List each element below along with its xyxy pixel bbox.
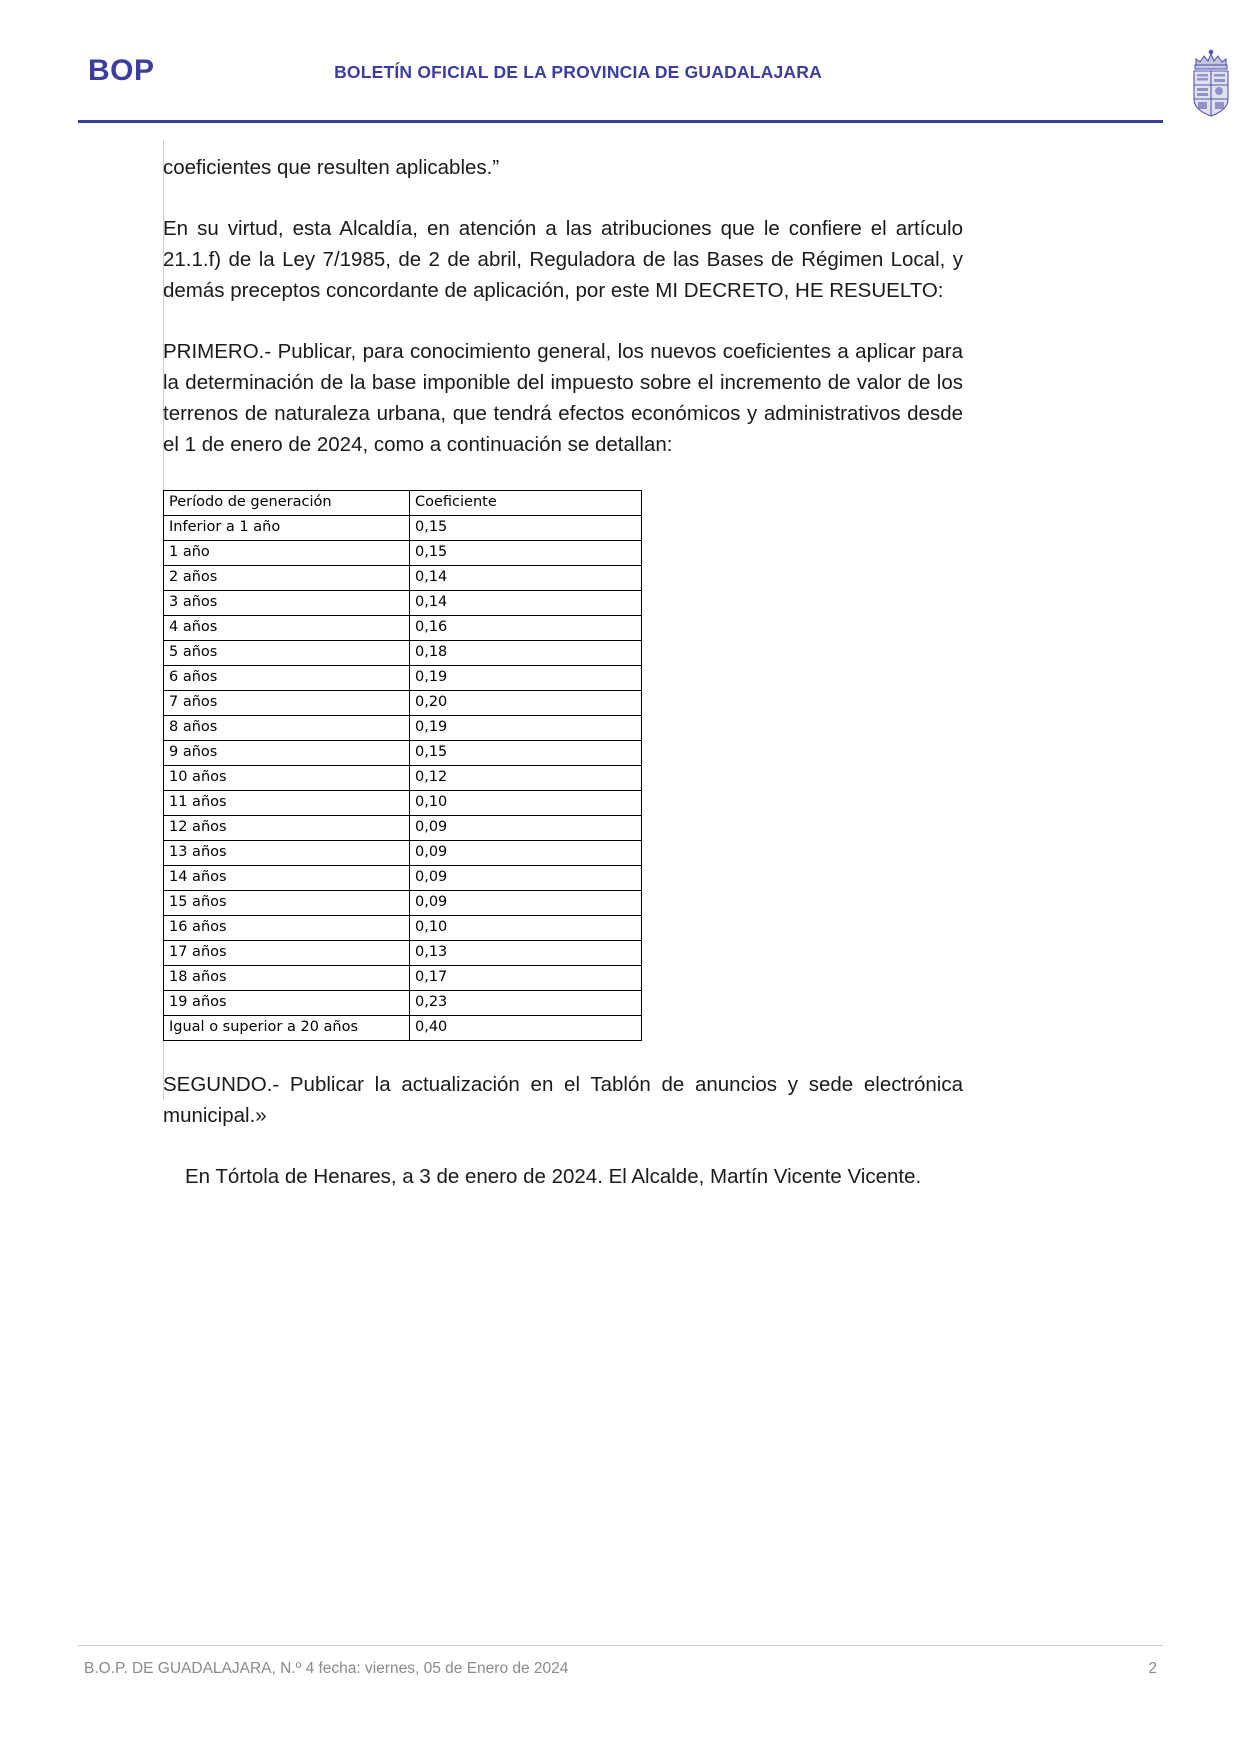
footer-reference: B.O.P. DE GUADALAJARA, N.º 4 fecha: viernes, 05 de Enero de 2024	[84, 1660, 569, 1677]
table-row	[164, 841, 642, 866]
bop-logo-text: BOP	[88, 54, 155, 87]
table-row	[164, 816, 642, 841]
cell-coeficiente: 0,10	[410, 916, 642, 941]
cell-periodo: 10 años	[164, 766, 410, 791]
cell-periodo: 16 años	[164, 916, 410, 941]
table-row	[164, 766, 642, 791]
cell-coeficiente: 0,15	[410, 741, 642, 766]
table-row	[164, 891, 642, 916]
cell-coeficiente: 0,18	[410, 641, 642, 666]
cell-coeficiente: 0,10	[410, 791, 642, 816]
table-row	[164, 641, 642, 666]
cell-coeficiente: 0,12	[410, 766, 642, 791]
table-row	[164, 666, 642, 691]
table-row	[164, 591, 642, 616]
paragraph-en-su-virtud: En su virtud, esta Alcaldía, en atención a las atribuciones que le confiere el artículo 21.1.f) de la Ley 7/1985, de 2 de abril, Reguladora de las Bases de Régimen Local, y demás preceptos concordante de aplicación, por este MI DECRETO, HE RESUELTO:	[163, 217, 963, 302]
paragraph-closing-quote: coeficientes que resulten aplicables.”	[163, 156, 500, 179]
cell-coeficiente: 0,19	[410, 666, 642, 691]
table-row	[164, 991, 642, 1016]
table-row	[164, 791, 642, 816]
cell-coeficiente: 0,16	[410, 616, 642, 641]
cell-coeficiente: 0,14	[410, 591, 642, 616]
cell-periodo: 9 años	[164, 741, 410, 766]
cell-coeficiente: 0,09	[410, 841, 642, 866]
cell-periodo: 5 años	[164, 641, 410, 666]
paragraph-signature: En Tórtola de Henares, a 3 de enero de 2024. El Alcalde, Martín Vicente Vicente.	[185, 1165, 922, 1188]
table-row	[164, 1016, 642, 1041]
cell-periodo: 18 años	[164, 966, 410, 991]
cell-periodo: 7 años	[164, 691, 410, 716]
cell-coeficiente: 0,13	[410, 941, 642, 966]
table-row	[164, 966, 642, 991]
cell-periodo: 15 años	[164, 891, 410, 916]
page-footer	[78, 1660, 1163, 1690]
paragraph-primero: PRIMERO.- Publicar, para conocimiento general, los nuevos coeficientes a aplicar para la determinación de la base imponible del impuesto sobre el incremento de valor de los terrenos de naturaleza urbana, que tendrá efectos económicos y administrativos desde el 1 de enero de 2024, como a continuación se detallan:	[163, 340, 963, 456]
bulletin-title: BOLETÍN OFICIAL DE LA PROVINCIA DE GUADALAJARA	[334, 62, 822, 82]
table-row	[164, 916, 642, 941]
cell-coeficiente: 0,23	[410, 991, 642, 1016]
coefficients-table	[163, 490, 642, 1041]
table-row	[164, 941, 642, 966]
header-inner	[78, 46, 1163, 108]
cell-coeficiente: 0,14	[410, 566, 642, 591]
cell-periodo: 2 años	[164, 566, 410, 591]
cell-periodo: 17 años	[164, 941, 410, 966]
cell-coeficiente: 0,40	[410, 1016, 642, 1041]
cell-periodo: 8 años	[164, 716, 410, 741]
header-divider	[78, 120, 1163, 123]
column-header-coeficiente: Coeficiente	[410, 491, 642, 516]
column-header-periodo: Período de generación	[164, 491, 410, 516]
cell-periodo: 4 años	[164, 616, 410, 641]
footer-divider	[78, 1645, 1163, 1646]
cell-periodo: 13 años	[164, 841, 410, 866]
cell-coeficiente: 0,09	[410, 866, 642, 891]
paragraph-segundo: SEGUNDO.- Publicar la actualización en el Tablón de anuncios y sede electrónica municipal.»	[163, 1073, 963, 1127]
cell-coeficiente: 0,17	[410, 966, 642, 991]
cell-coeficiente: 0,09	[410, 816, 642, 841]
table-row	[164, 716, 642, 741]
table-row	[164, 541, 642, 566]
coefficients-table-body	[164, 491, 642, 1041]
table-row	[164, 691, 642, 716]
cell-periodo: 3 años	[164, 591, 410, 616]
table-header-row	[164, 491, 642, 516]
cell-coeficiente: 0,15	[410, 516, 642, 541]
cell-coeficiente: 0,20	[410, 691, 642, 716]
coefficients-table-wrapper	[163, 490, 963, 1041]
table-row	[164, 866, 642, 891]
page-header	[0, 0, 1241, 126]
footer-page-number: 2	[1148, 1660, 1157, 1677]
cell-periodo: Igual o superior a 20 años	[164, 1016, 410, 1041]
cell-coeficiente: 0,15	[410, 541, 642, 566]
cell-periodo: 19 años	[164, 991, 410, 1016]
table-row	[164, 616, 642, 641]
table-row	[164, 741, 642, 766]
cell-periodo: Inferior a 1 año	[164, 516, 410, 541]
coat-of-arms-icon	[1183, 46, 1239, 120]
cell-periodo: 14 años	[164, 866, 410, 891]
cell-periodo: 11 años	[164, 791, 410, 816]
document-content	[163, 152, 963, 1222]
cell-periodo: 12 años	[164, 816, 410, 841]
cell-periodo: 1 año	[164, 541, 410, 566]
cell-coeficiente: 0,19	[410, 716, 642, 741]
table-row	[164, 516, 642, 541]
table-row	[164, 566, 642, 591]
cell-periodo: 6 años	[164, 666, 410, 691]
cell-coeficiente: 0,09	[410, 891, 642, 916]
